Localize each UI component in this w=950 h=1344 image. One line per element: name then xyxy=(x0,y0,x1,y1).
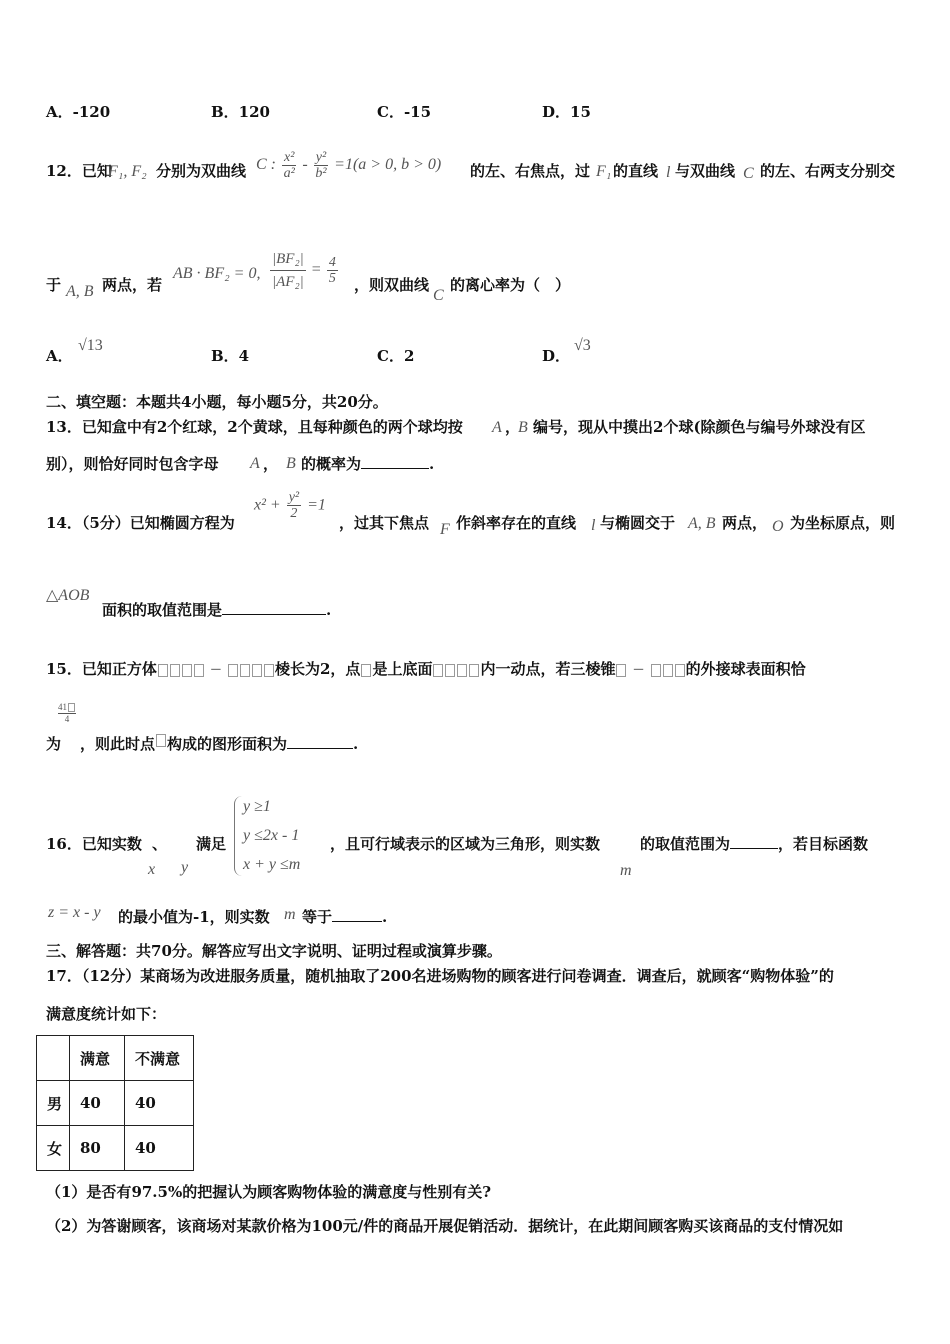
q17-text: 满意度统计如下： xyxy=(46,1005,167,1023)
q17-text: 17．（12分）某商场为改进服务质量，随机抽取了200名进场购物的顾客进行问卷调查．调查后，就顾客“购物体验”的 xyxy=(46,967,834,985)
q12-option-a: A． xyxy=(46,347,73,365)
q12-option-b: B．4 xyxy=(211,347,250,365)
q11-option-b: B．120 xyxy=(211,103,270,121)
q13-b: B xyxy=(286,455,296,472)
q13-text: 13．已知盒中有2个红球，2个黄球，且每种颜色的两个球均按 xyxy=(46,418,463,436)
q12-l: l xyxy=(666,164,671,181)
q13-b: B xyxy=(518,419,528,436)
q12-text: 的左、右焦点，过 xyxy=(470,162,591,180)
q14-text: 两点， xyxy=(722,514,768,532)
q16-m: m xyxy=(620,862,632,879)
table-header-cell: 不满意 xyxy=(125,1036,194,1081)
q12-f1: F₁ xyxy=(596,163,612,180)
q12-text: 与双曲线 xyxy=(675,162,736,180)
q17-sub1: （1）是否有97.5%的把握认为顾客购物体验的满意度与性别有关? xyxy=(46,1183,492,1201)
q16-text: ，且可行域表示的区域为三角形，则实数 xyxy=(330,835,601,853)
q14-text: 为坐标原点，则 xyxy=(790,514,896,532)
objective-function: z = x - y xyxy=(48,904,101,921)
answer-blank xyxy=(361,454,429,469)
q12-text: 于 xyxy=(46,276,62,294)
answer-blank xyxy=(332,907,382,922)
q15-fraction: 41 4 xyxy=(58,702,76,725)
q12-dot-expr: AB · BF₂ = 0, xyxy=(173,265,261,282)
hyperbola-equation: C : $\frac{\text{x²}}{\text{a²}}$ - $\frac{\text{y²}}{\text{b²}}$ =1(a > 0, b > 0) xyxy=(256,150,442,181)
q16-sep: 、 xyxy=(152,835,168,853)
q12-text: ，则双曲线 xyxy=(354,276,430,294)
table-cell: 80 xyxy=(70,1126,125,1171)
q12-foci: F₁, F₂ xyxy=(108,163,147,180)
constraint-brace xyxy=(234,796,243,876)
q16-text: 满足 xyxy=(196,835,227,853)
table-row xyxy=(37,1126,194,1171)
constraint-3: x + y ≤m xyxy=(243,856,301,873)
q12-ratio: $\frac{\text{|BF₂|}}{\text{|AF₂|}}$ = $\frac{4}{5}$ xyxy=(268,248,340,293)
section-3-heading: 三、解答题：共70分。解答应写出文字说明、证明过程或演算步骤。 xyxy=(46,942,502,960)
table-cell: 40 xyxy=(125,1081,194,1126)
q12-option-a-value: √13 xyxy=(78,337,103,354)
q12-option-c: C．2 xyxy=(377,347,415,365)
q14-ab: A, B xyxy=(688,515,716,532)
table-header-cell: 满意 xyxy=(70,1036,125,1081)
q13-text: 的概率为 . xyxy=(301,455,435,473)
q16-text: 的取值范围为 ，若目标函数 xyxy=(640,835,869,853)
q16-text: 16．已知实数 xyxy=(46,835,142,853)
q12-c: C xyxy=(743,165,754,182)
table-cell: 40 xyxy=(70,1081,125,1126)
q14-text: ，过其下焦点 xyxy=(339,514,430,532)
q12-option-d: D． xyxy=(542,347,571,365)
q16-x: x xyxy=(148,861,156,878)
satisfaction-table xyxy=(36,1035,194,1171)
q13-sep: ， xyxy=(505,418,521,436)
section-2-heading: 二、填空题：本题共4小题，每小题5分，共20分。 xyxy=(46,393,388,411)
q14-triangle: △AOB xyxy=(46,587,90,604)
table-cell: 女 xyxy=(37,1126,70,1171)
q17-sub2: （2）为答谢顾客，该商场对某款价格为100元/件的商品开展促销活动．据统计，在此期间顾客购买该商品的支付情况如 xyxy=(46,1217,844,1235)
constraint-2: y ≤2x - 1 xyxy=(243,827,300,844)
q16-text: 的最小值为-1，则实数 xyxy=(118,908,270,926)
q16-text: 等于 . xyxy=(302,908,388,926)
q12-text: 的左、右两支分别交 xyxy=(760,162,896,180)
constraint-1: y ≥1 xyxy=(243,798,271,815)
q14-l: l xyxy=(591,517,596,534)
q13-text: 编号，现从中摸出2个球(除颜色与编号外球没有区 xyxy=(533,418,866,436)
answer-blank xyxy=(730,834,778,849)
q14-o: O xyxy=(772,518,784,535)
q16-y: y xyxy=(181,859,189,876)
q12-text: 分别为双曲线 xyxy=(156,162,247,180)
q15-text: 15．已知正方体 − 棱长为2，点 是上底面 内一动点，若三棱锥 − 的外接球表面积恰 xyxy=(46,660,806,678)
answer-blank xyxy=(287,734,353,749)
ellipse-equation: x² + $\frac{\text{y²}}{2}$ =1 xyxy=(254,490,326,521)
table-header-row xyxy=(37,1036,194,1081)
table-cell: 40 xyxy=(125,1126,194,1171)
q12-c: C xyxy=(433,287,444,304)
q11-option-a: A．-120 xyxy=(46,103,111,121)
q15-text: 为 xyxy=(46,735,62,753)
q12-text: 的离心率为（ ） xyxy=(450,276,571,294)
q16-m: m xyxy=(284,906,296,923)
q14-text: 作斜率存在的直线 xyxy=(456,514,577,532)
q12-ab: A, B xyxy=(66,283,94,300)
q13-a: A xyxy=(250,455,260,472)
q11-option-d: D．15 xyxy=(542,103,591,121)
q13-sep: ， xyxy=(263,455,279,473)
q14-text: 与椭圆交于 xyxy=(600,514,676,532)
q12-option-d-value: √3 xyxy=(574,337,591,354)
q14-text: 面积的取值范围是 . xyxy=(102,601,332,619)
q11-option-c: C．-15 xyxy=(377,103,432,121)
q15-text: ，则此时点 构成的图形面积为 . xyxy=(80,735,359,753)
q12-text: 两点，若 xyxy=(102,276,163,294)
answer-blank xyxy=(222,600,326,615)
q14-f: F xyxy=(440,521,450,538)
q12-text: 的直线 xyxy=(613,162,659,180)
q12-text: 12．已知 xyxy=(46,162,112,180)
q14-text: 14．（5分）已知椭圆方程为 xyxy=(46,514,235,532)
table-row xyxy=(37,1081,194,1126)
q13-a: A xyxy=(492,419,502,436)
table-cell: 男 xyxy=(37,1081,70,1126)
table-cell xyxy=(37,1036,70,1081)
q13-text: 别），则恰好同时包含字母 xyxy=(46,455,219,473)
